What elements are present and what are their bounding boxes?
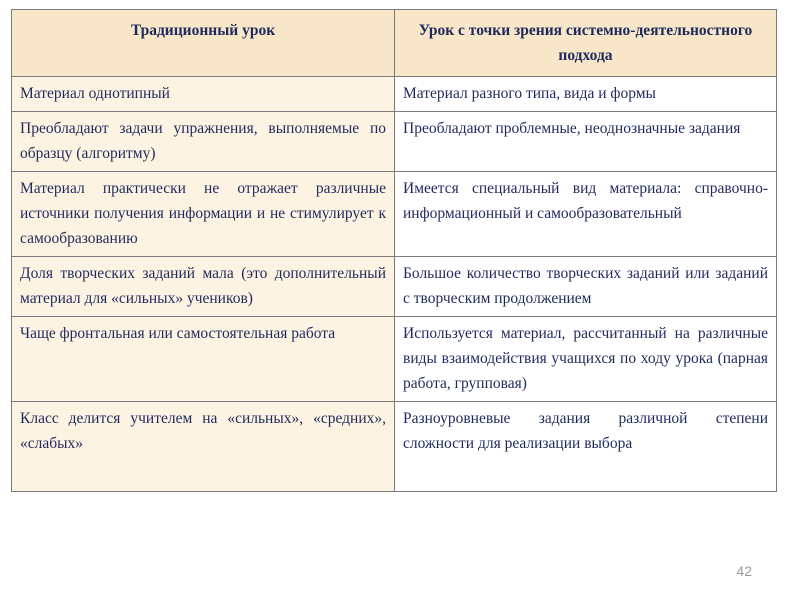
- table-cell-traditional: Чаще фронтальная или самостоятельная работа: [12, 317, 395, 402]
- table-header-row: [12, 10, 777, 77]
- table-row: [12, 317, 777, 402]
- table-cell-activity: Разноуровневые задания различной степени сложности для реализации выбора: [395, 402, 777, 492]
- table-cell-activity: Преобладают проблемные, неоднозначные задания: [395, 112, 777, 172]
- table-cell-activity: Большое количество творческих заданий или заданий с творческим продолжением: [395, 257, 777, 317]
- table-row: [12, 402, 777, 492]
- table-cell-traditional: Материал однотипный: [12, 77, 395, 112]
- header-activity-approach-lesson: Урок с точки зрения системно-деятельностного подхода: [395, 10, 777, 77]
- table-row: [12, 257, 777, 317]
- table-cell-traditional: Класс делится учителем на «сильных», «средних», «слабых»: [12, 402, 395, 492]
- table-cell-traditional: Преобладают задачи упражнения, выполняемые по образцу (алгоритму): [12, 112, 395, 172]
- slide-page-number: 42: [736, 563, 752, 579]
- table-row: [12, 112, 777, 172]
- table-cell-traditional: Материал практически не отражает различные источники получения информации и не стимулирует к самообразованию: [12, 172, 395, 257]
- table-cell-traditional: Доля творческих заданий мала (это дополнительный материал для «сильных» учеников): [12, 257, 395, 317]
- header-traditional-lesson: Традиционный урок: [12, 10, 395, 77]
- table-cell-activity: Используется материал, рассчитанный на различные виды взаимодействия учащихся по ходу урока (парная работа, групповая): [395, 317, 777, 402]
- comparison-table: [11, 9, 777, 492]
- table-cell-activity: Материал разного типа, вида и формы: [395, 77, 777, 112]
- table-row: [12, 77, 777, 112]
- table-row: [12, 172, 777, 257]
- table-cell-activity: Имеется специальный вид материала: справочно-информационный и самообразовательный: [395, 172, 777, 257]
